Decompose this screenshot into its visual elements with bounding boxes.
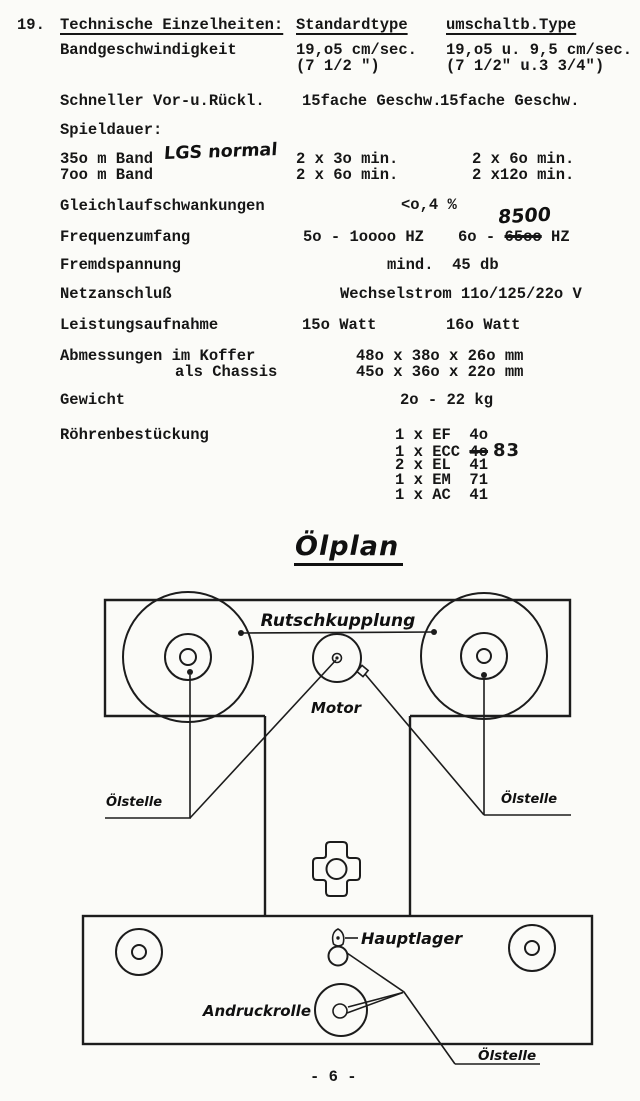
- spec-mains-value: Wechselstrom 11o/125/22o V: [340, 285, 582, 303]
- pressure-roller: [202, 984, 403, 1036]
- spec-weight-value: 2o - 22 kg: [400, 391, 494, 409]
- spec-power-standard: 15o Watt: [302, 316, 377, 334]
- oil-point-bottom-label: Ölstelle: [478, 1048, 537, 1064]
- spec-frequency-standard: 5o - 1oooo HZ: [303, 228, 424, 246]
- bottom-oil-point-leader: [347, 953, 540, 1064]
- oil-dot: [481, 672, 487, 678]
- slip-clutch-pointer: [243, 611, 433, 633]
- bottom-plate: [83, 916, 592, 1044]
- column-header-standard: Standardtype: [296, 16, 408, 34]
- spec-label-dimensions-case: Abmessungen im Koffer: [60, 347, 256, 365]
- section-number: 19.: [17, 16, 45, 34]
- spec-label-band350: 35o m Band: [60, 150, 154, 168]
- oil-dot: [187, 669, 193, 675]
- spec-label-dimensions-chassis: als Chassis: [175, 363, 278, 381]
- spec-band350-switchable: 2 x 6o min.: [472, 150, 575, 168]
- spec-label-power: Leistungsaufnahme: [60, 316, 219, 334]
- frequency-sw-prefix: 6o -: [458, 228, 505, 246]
- tubes-line2-prefix: 1 x ECC: [395, 443, 470, 461]
- oil-plan-title: Ölplan: [294, 531, 403, 566]
- tubes-line2-struck-value: 4o: [469, 443, 489, 461]
- motor-assembly: [311, 634, 368, 717]
- right-oil-point-leader: [365, 674, 571, 815]
- page-title: Technische Einzelheiten:: [60, 16, 284, 34]
- main-bearing-label: Hauptlager: [361, 929, 463, 948]
- slip-clutch-label: Rutschkupplung: [260, 611, 416, 631]
- spec-label-speed: Bandgeschwindigkeit: [60, 41, 237, 59]
- spec-power-switchable: 16o Watt: [446, 316, 521, 334]
- left-reel: [123, 592, 253, 722]
- oil-plan-diagram: [0, 580, 640, 1101]
- spec-speed-standard: 19,o5 cm/sec.: [296, 41, 417, 59]
- spec-tubes-line1: 1 x EF 4o: [395, 426, 489, 444]
- spec-frequency-switchable: [458, 229, 570, 246]
- spec-label-playtime: Spieldauer:: [60, 121, 163, 139]
- left-oil-point-leader: [105, 660, 336, 818]
- frequency-sw-unit: HZ: [541, 228, 570, 246]
- spec-fast-wind-switchable: 15fache Geschw.: [440, 92, 580, 110]
- spec-label-frequency: Frequenzumfang: [60, 228, 191, 246]
- page-number: - 6 -: [310, 1068, 357, 1086]
- column-header-switchable: umschaltb.Type: [446, 16, 577, 34]
- spec-tubes-line4: 1 x EM 71: [395, 471, 489, 489]
- spec-label-fast-wind: Schneller Vor-u.Rückl.: [60, 92, 265, 110]
- spec-dimensions-chassis-value: 45o x 36o x 22o mm: [356, 363, 524, 381]
- spec-wow-value: <o,4 %: [401, 196, 457, 214]
- spec-fast-wind-standard: 15fache Geschw.: [302, 92, 442, 110]
- spec-band350-standard: 2 x 3o min.: [296, 150, 399, 168]
- handwritten-frequency-correction: 8500: [497, 203, 552, 229]
- oil-point-left-label: Ölstelle: [106, 795, 163, 810]
- spec-band700-switchable: 2 x12o min.: [472, 166, 575, 184]
- spec-label-weight: Gewicht: [60, 391, 126, 409]
- spec-tubes-line5: 1 x AC 41: [395, 486, 489, 504]
- mounting-hole-right: [509, 925, 555, 971]
- spec-noise-value: mind. 45 db: [387, 256, 499, 274]
- spec-speed-switchable-inches: (7 1/2" u.3 3/4"): [446, 57, 605, 75]
- main-bearing: [329, 929, 464, 966]
- handwritten-tape-type-annotation: LGS normal: [163, 139, 279, 165]
- frequency-sw-struck-value: 65oo: [504, 228, 542, 246]
- spec-speed-switchable: 19,o5 u. 9,5 cm/sec.: [446, 41, 633, 59]
- spec-label-mains: Netzanschluß: [60, 285, 172, 303]
- spec-band700-standard: 2 x 6o min.: [296, 166, 399, 184]
- spec-label-band700: 7oo m Band: [60, 166, 154, 184]
- spec-label-noise: Fremdspannung: [60, 256, 181, 274]
- spec-speed-standard-inches: (7 1/2 "): [296, 57, 380, 75]
- top-panel-outline: [105, 600, 570, 916]
- spec-tubes-line3: 2 x EL 41: [395, 456, 489, 474]
- oil-point-right-label: Ölstelle: [501, 792, 558, 807]
- pressure-roller-label: Andruckrolle: [202, 1002, 311, 1020]
- handwritten-tube-correction: 83: [493, 440, 521, 461]
- motor-label: Motor: [310, 699, 362, 717]
- capstan-cross: [313, 842, 360, 896]
- mounting-hole-left: [116, 929, 162, 975]
- spec-dimensions-case-value: 48o x 38o x 26o mm: [356, 347, 524, 365]
- spec-label-tubes: Röhrenbestückung: [60, 426, 209, 444]
- spec-label-wow: Gleichlaufschwankungen: [60, 197, 265, 215]
